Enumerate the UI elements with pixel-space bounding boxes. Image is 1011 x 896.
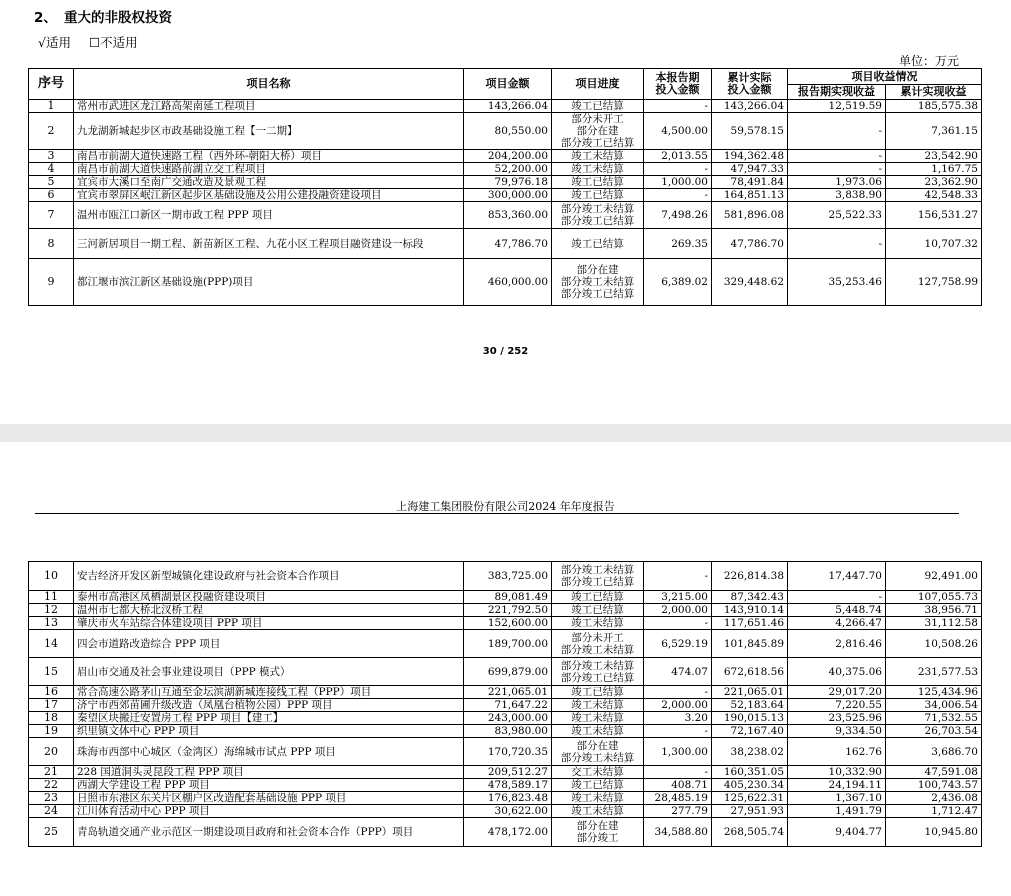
cell-progress: [552, 699, 644, 712]
cell-cum-invest: 190,015.13: [712, 712, 788, 725]
table-row: [29, 805, 982, 818]
section-title: 重大的非股权投资: [64, 10, 172, 26]
section-number: 2、: [34, 10, 57, 26]
cell-cum-income: 107,055.73: [886, 591, 982, 604]
cell-period-invest: -: [644, 617, 712, 630]
cell-seq: 6: [29, 189, 74, 202]
cell-progress: [552, 712, 644, 725]
progress-line: 竣工未结算: [571, 792, 624, 804]
cell-cum-invest: 117,651.46: [712, 617, 788, 630]
cell-cum-income: 31,112.58: [886, 617, 982, 630]
cell-project-name: 青岛轨道交通产业示范区一期建设项目政府和社会资本合作（PPP）项目: [74, 818, 464, 847]
cell-cum-income: 2,436.08: [886, 792, 982, 805]
progress-line: 部分竣工: [576, 832, 619, 844]
cell-amount: 478,589.17: [464, 779, 552, 792]
cell-progress: [552, 100, 644, 113]
cell-project-name: 都江堰市滨江新区基础设施(PPP)项目: [74, 259, 464, 306]
cell-seq: 18: [29, 712, 74, 725]
table-row: [29, 562, 982, 591]
cell-amount: 176,823.48: [464, 792, 552, 805]
option-not-applicable: ☐不适用: [88, 35, 138, 50]
cell-seq: 5: [29, 176, 74, 189]
cell-progress: [552, 562, 644, 591]
header-seq: 序号: [29, 69, 74, 100]
cell-cum-income: 23,362.90: [886, 176, 982, 189]
cell-progress: [552, 818, 644, 847]
cell-period-invest: -: [644, 766, 712, 779]
cell-period-income: 4,266.47: [788, 617, 886, 630]
cell-amount: 383,725.00: [464, 562, 552, 591]
progress-line: 竣工已结算: [571, 237, 624, 250]
cell-project-name: 秦望区块搬迁安置房工程 PPP 项目【建工】: [74, 712, 464, 725]
progress-line: 部分竣工未结算: [560, 564, 635, 576]
page-gap: [0, 424, 1011, 442]
cell-seq: 3: [29, 150, 74, 163]
progress-line: 部分竣工未结算: [560, 643, 635, 656]
progress-line: 部分在建: [576, 739, 619, 752]
table-row: [29, 163, 982, 176]
cell-period-invest: -: [644, 100, 712, 113]
investment-table-part1: [28, 68, 982, 306]
cell-amount: 243,000.00: [464, 712, 552, 725]
cell-period-invest: 474.07: [644, 658, 712, 686]
cell-progress: [552, 725, 644, 738]
investment-table-part2: [28, 561, 982, 847]
cell-period-invest: 408.71: [644, 779, 712, 792]
cell-cum-invest: 87,342.43: [712, 591, 788, 604]
table-row: [29, 766, 982, 779]
cell-project-name: 肇庆市火车站综合体建设项目 PPP 项目: [74, 617, 464, 630]
cell-amount: 143,266.04: [464, 100, 552, 113]
table-row: [29, 617, 982, 630]
cell-project-name: 南昌市前湖大道快速路前湖立交工程项目: [74, 163, 464, 176]
cell-project-name: 常州市武进区龙江路高架南延工程项目: [74, 100, 464, 113]
table-row: [29, 604, 982, 617]
cell-period-invest: 3,215.00: [644, 591, 712, 604]
cell-project-name: 江川体育活动中心 PPP 项目: [74, 805, 464, 818]
cell-amount: 80,550.00: [464, 113, 552, 150]
header-period-invest: 本报告期 投入金额: [644, 69, 712, 100]
cell-progress: [552, 738, 644, 766]
progress-line: 部分竣工未结算: [560, 203, 635, 215]
progress-line: 竣工未结算: [571, 699, 624, 711]
progress-line: 部分未开工: [571, 113, 624, 125]
cell-period-invest: 1,300.00: [644, 738, 712, 766]
cell-cum-invest: 52,183.64: [712, 699, 788, 712]
progress-line: 竣工已结算: [571, 176, 624, 188]
cell-progress: [552, 591, 644, 604]
cell-cum-income: 42,548.33: [886, 189, 982, 202]
cell-cum-income: 156,531.27: [886, 202, 982, 229]
cell-cum-income: 127,758.99: [886, 259, 982, 306]
cell-period-income: -: [788, 229, 886, 259]
cell-cum-income: 92,491.00: [886, 562, 982, 591]
cell-project-name: 常合高速公路茅山互通至金坛滨湖新城连接线工程（PPP）项目: [74, 686, 464, 699]
cell-cum-invest: 47,947.33: [712, 163, 788, 176]
cell-amount: 83,980.00: [464, 725, 552, 738]
cell-cum-income: 10,707.32: [886, 229, 982, 259]
cell-period-invest: -: [644, 562, 712, 591]
table-row: [29, 779, 982, 792]
cell-cum-invest: 38,238.02: [712, 738, 788, 766]
cell-progress: [552, 150, 644, 163]
cell-project-name: 日照市东港区东关片区棚户区改造配套基础设施 PPP 项目: [74, 792, 464, 805]
cell-seq: 13: [29, 617, 74, 630]
cell-progress: [552, 630, 644, 658]
cell-project-name: 四会市道路改造综合 PPP 项目: [74, 630, 464, 658]
cell-amount: 460,000.00: [464, 259, 552, 306]
cell-cum-income: 38,956.71: [886, 604, 982, 617]
cell-seq: 9: [29, 259, 74, 306]
cell-amount: 52,200.00: [464, 163, 552, 176]
cell-seq: 1: [29, 100, 74, 113]
cell-cum-invest: 143,910.14: [712, 604, 788, 617]
cell-period-income: 5,448.74: [788, 604, 886, 617]
cell-progress: [552, 779, 644, 792]
cell-period-income: 25,522.33: [788, 202, 886, 229]
header-cum-invest: 累计实际 投入金额: [712, 69, 788, 100]
cell-progress: [552, 189, 644, 202]
cell-cum-income: 34,006.54: [886, 699, 982, 712]
cell-cum-income: 47,591.08: [886, 766, 982, 779]
cell-period-invest: -: [644, 163, 712, 176]
cell-project-name: 南昌市前湖大道快速路工程（西外环-朝阳大桥）项目: [74, 150, 464, 163]
cell-project-name: 温州市瓯江口新区一期市政工程 PPP 项目: [74, 202, 464, 229]
table-row: [29, 591, 982, 604]
progress-line: 竣工未结算: [571, 617, 624, 629]
table-row: [29, 113, 982, 150]
cell-period-invest: 2,000.00: [644, 699, 712, 712]
cell-project-name: 织里镇文体中心 PPP 项目: [74, 725, 464, 738]
cell-cum-invest: 101,845.89: [712, 630, 788, 658]
cell-progress: [552, 113, 644, 150]
cell-cum-invest: 268,505.74: [712, 818, 788, 847]
progress-line: 部分竣工已结算: [560, 137, 635, 149]
cell-progress: [552, 163, 644, 176]
cell-amount: 209,512.27: [464, 766, 552, 779]
cell-amount: 204,200.00: [464, 150, 552, 163]
cell-period-invest: 2,000.00: [644, 604, 712, 617]
table-row: [29, 818, 982, 847]
table-row: [29, 202, 982, 229]
header-progress: 项目进度: [552, 69, 644, 100]
cell-period-invest: -: [644, 686, 712, 699]
table-row: [29, 738, 982, 766]
cell-project-name: 济宁市西郊苗圃升级改造（凤凰台植物公园）PPP 项目: [74, 699, 464, 712]
cell-period-income: 2,816.46: [788, 630, 886, 658]
table-row: [29, 658, 982, 686]
cell-cum-income: 231,577.53: [886, 658, 982, 686]
report-page-bottom: [0, 442, 1011, 896]
cell-period-income: 162.76: [788, 738, 886, 766]
progress-line: 竣工未结算: [571, 163, 624, 175]
table-row: [29, 150, 982, 163]
cell-cum-income: 10,945.80: [886, 818, 982, 847]
cell-progress: [552, 792, 644, 805]
cell-period-income: 35,253.46: [788, 259, 886, 306]
progress-line: 部分竣工未结算: [560, 276, 635, 288]
cell-period-invest: 6,529.19: [644, 630, 712, 658]
cell-project-name: 三河新居项目一期工程、新苗新区工程、九花小区工程项目融资建设一标段: [74, 229, 464, 259]
cell-seq: 7: [29, 202, 74, 229]
cell-amount: 189,700.00: [464, 630, 552, 658]
progress-line: 部分在建: [576, 820, 619, 832]
cell-project-name: 泰州市高港区凤栖湖景区投融资建设项目: [74, 591, 464, 604]
progress-line: 竣工已结算: [571, 189, 624, 201]
cell-period-income: 1,973.06: [788, 176, 886, 189]
cell-seq: 15: [29, 658, 74, 686]
cell-project-name: 西湖大学建设工程 PPP 项目: [74, 779, 464, 792]
cell-period-income: -: [788, 150, 886, 163]
cell-amount: 478,172.00: [464, 818, 552, 847]
header-rule: [35, 513, 959, 514]
table-row: [29, 176, 982, 189]
progress-line: 部分竣工未结算: [560, 751, 635, 764]
applicability-options: [38, 33, 152, 51]
cell-seq: 21: [29, 766, 74, 779]
cell-seq: 14: [29, 630, 74, 658]
section-heading: [34, 6, 172, 26]
progress-line: 竣工已结算: [571, 100, 624, 112]
cell-project-name: 宜宾市大溪口至南广交通改造及景观工程: [74, 176, 464, 189]
cell-cum-invest: 78,491.84: [712, 176, 788, 189]
cell-progress: [552, 202, 644, 229]
cell-period-income: 1,491.79: [788, 805, 886, 818]
cell-amount: 221,792.50: [464, 604, 552, 617]
unit-label: 单位：万元: [898, 54, 959, 68]
cell-amount: 853,360.00: [464, 202, 552, 229]
cell-project-name: 宜宾市翠屏区岷江新区起步区基础设施及公用公建投融资建设项目: [74, 189, 464, 202]
progress-line: 部分竣工已结算: [560, 215, 635, 227]
cell-project-name: 温州市七都大桥北汊桥工程: [74, 604, 464, 617]
cell-seq: 11: [29, 591, 74, 604]
cell-period-income: 1,367.10: [788, 792, 886, 805]
cell-project-name: 228 国道洞头灵昆段工程 PPP 项目: [74, 766, 464, 779]
cell-period-invest: -: [644, 189, 712, 202]
cell-cum-invest: 59,578.15: [712, 113, 788, 150]
table-row: [29, 725, 982, 738]
cell-progress: [552, 766, 644, 779]
cell-cum-invest: 405,230.34: [712, 779, 788, 792]
progress-line: 部分在建: [576, 125, 619, 137]
cell-period-income: 29,017.20: [788, 686, 886, 699]
cell-period-income: 12,519.59: [788, 100, 886, 113]
progress-line: 部分未开工: [571, 631, 624, 644]
cell-seq: 4: [29, 163, 74, 176]
header-cum-income: 累计实现收益: [886, 85, 982, 100]
header-income-group: 项目收益情况: [788, 69, 982, 85]
cell-amount: 152,600.00: [464, 617, 552, 630]
cell-period-invest: 6,389.02: [644, 259, 712, 306]
cell-cum-income: 1,712.47: [886, 805, 982, 818]
cell-cum-income: 185,575.38: [886, 100, 982, 113]
cell-cum-income: 10,508.26: [886, 630, 982, 658]
cell-seq: 16: [29, 686, 74, 699]
cell-cum-invest: 194,362.48: [712, 150, 788, 163]
cell-project-name: 安吉经济开发区新型城镇化建设政府与社会资本合作项目: [74, 562, 464, 591]
report-page-top: [0, 0, 1011, 424]
table-row: [29, 189, 982, 202]
cell-period-invest: 2,013.55: [644, 150, 712, 163]
cell-cum-invest: 72,167.40: [712, 725, 788, 738]
progress-line: 竣工已结算: [571, 779, 624, 791]
cell-cum-income: 3,686.70: [886, 738, 982, 766]
cell-period-invest: 269.35: [644, 229, 712, 259]
cell-cum-income: 1,167.75: [886, 163, 982, 176]
progress-line: 竣工已结算: [571, 591, 624, 603]
cell-period-invest: 3.20: [644, 712, 712, 725]
cell-seq: 17: [29, 699, 74, 712]
cell-period-income: 7,220.55: [788, 699, 886, 712]
progress-line: 竣工未结算: [571, 712, 624, 724]
cell-seq: 10: [29, 562, 74, 591]
cell-period-invest: 1,000.00: [644, 176, 712, 189]
cell-period-invest: 277.79: [644, 805, 712, 818]
table-row: [29, 229, 982, 259]
cell-period-income: -: [788, 113, 886, 150]
cell-amount: 30,622.00: [464, 805, 552, 818]
progress-line: 竣工未结算: [571, 150, 624, 162]
cell-cum-invest: 329,448.62: [712, 259, 788, 306]
header-period-income: 报告期实现收益: [788, 85, 886, 100]
cell-progress: [552, 617, 644, 630]
cell-cum-invest: 581,896.08: [712, 202, 788, 229]
table-row: [29, 630, 982, 658]
progress-line: 竣工已结算: [571, 604, 624, 616]
cell-cum-income: 71,532.55: [886, 712, 982, 725]
cell-seq: 22: [29, 779, 74, 792]
cell-cum-invest: 47,786.70: [712, 229, 788, 259]
cell-progress: [552, 229, 644, 259]
cell-cum-invest: 226,814.38: [712, 562, 788, 591]
cell-progress: [552, 176, 644, 189]
cell-seq: 24: [29, 805, 74, 818]
cell-cum-income: 7,361.15: [886, 113, 982, 150]
cell-cum-income: 26,703.54: [886, 725, 982, 738]
cell-period-invest: 7,498.26: [644, 202, 712, 229]
cell-progress: [552, 259, 644, 306]
cell-progress: [552, 805, 644, 818]
progress-line: 部分竣工已结算: [560, 576, 635, 588]
progress-line: 交工未结算: [571, 766, 624, 778]
cell-cum-invest: 672,618.56: [712, 658, 788, 686]
cell-period-income: 9,334.50: [788, 725, 886, 738]
progress-line: 部分竣工已结算: [560, 671, 635, 684]
cell-period-income: -: [788, 163, 886, 176]
cell-cum-income: 23,542.90: [886, 150, 982, 163]
progress-line: 竣工已结算: [571, 686, 624, 698]
table-row: [29, 259, 982, 306]
cell-progress: [552, 658, 644, 686]
cell-amount: 79,976.18: [464, 176, 552, 189]
table-row: [29, 686, 982, 699]
cell-seq: 20: [29, 738, 74, 766]
cell-cum-invest: 143,266.04: [712, 100, 788, 113]
cell-amount: 47,786.70: [464, 229, 552, 259]
cell-period-invest: 34,588.80: [644, 818, 712, 847]
cell-project-name: 九龙湖新城起步区市政基础设施工程【一二期】: [74, 113, 464, 150]
cell-period-invest: 28,485.19: [644, 792, 712, 805]
cell-seq: 8: [29, 229, 74, 259]
cell-period-income: 40,375.06: [788, 658, 886, 686]
cell-cum-income: 100,743.57: [886, 779, 982, 792]
cell-cum-invest: 125,622.31: [712, 792, 788, 805]
cell-seq: 2: [29, 113, 74, 150]
cell-cum-income: 125,434.96: [886, 686, 982, 699]
cell-amount: 221,065.01: [464, 686, 552, 699]
page-number: 30 / 252: [482, 346, 529, 357]
cell-progress: [552, 686, 644, 699]
cell-seq: 23: [29, 792, 74, 805]
table-row: [29, 792, 982, 805]
cell-project-name: 眉山市交通及社会事业建设项目（PPP 模式）: [74, 658, 464, 686]
report-header: 上海建工集团股份有限公司2024 年年度报告: [396, 500, 615, 513]
cell-progress: [552, 604, 644, 617]
cell-project-name: 珠海市西部中心城区（金湾区）海绵城市试点 PPP 项目: [74, 738, 464, 766]
table-row: [29, 712, 982, 725]
progress-line: 竣工未结算: [571, 725, 624, 737]
cell-period-income: 24,194.11: [788, 779, 886, 792]
cell-amount: 699,879.00: [464, 658, 552, 686]
header-name: 项目名称: [74, 69, 464, 100]
cell-period-income: 23,525.96: [788, 712, 886, 725]
cell-amount: 300,000.00: [464, 189, 552, 202]
option-applicable: √适用: [38, 35, 71, 50]
progress-line: 部分竣工未结算: [560, 659, 635, 672]
cell-cum-invest: 164,851.13: [712, 189, 788, 202]
cell-amount: 71,647.22: [464, 699, 552, 712]
cell-cum-invest: 160,351.05: [712, 766, 788, 779]
cell-period-invest: 4,500.00: [644, 113, 712, 150]
header-amount: 项目金额: [464, 69, 552, 100]
table-row: [29, 100, 982, 113]
cell-amount: 89,081.49: [464, 591, 552, 604]
cell-period-invest: -: [644, 725, 712, 738]
cell-period-income: -: [788, 591, 886, 604]
progress-line: 竣工未结算: [571, 805, 624, 817]
cell-cum-invest: 27,951.93: [712, 805, 788, 818]
cell-period-income: 10,332.90: [788, 766, 886, 779]
progress-line: 部分竣工已结算: [560, 288, 635, 300]
cell-cum-invest: 221,065.01: [712, 686, 788, 699]
cell-seq: 12: [29, 604, 74, 617]
progress-line: 部分在建: [576, 264, 619, 276]
cell-seq: 25: [29, 818, 74, 847]
cell-period-income: 3,838.90: [788, 189, 886, 202]
cell-seq: 19: [29, 725, 74, 738]
cell-period-income: 9,404.77: [788, 818, 886, 847]
cell-period-income: 17,447.70: [788, 562, 886, 591]
table-row: [29, 699, 982, 712]
cell-amount: 170,720.35: [464, 738, 552, 766]
